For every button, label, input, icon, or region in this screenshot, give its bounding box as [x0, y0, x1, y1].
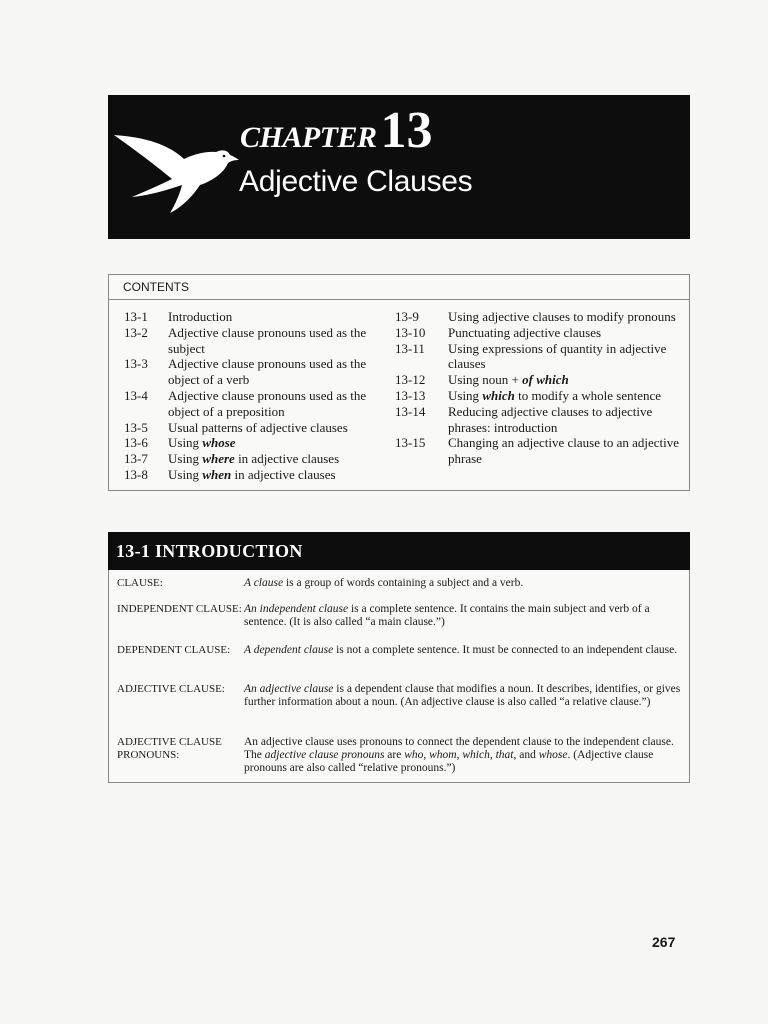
toc-left-column — [124, 309, 389, 483]
toc-entry-text: Introduction — [168, 309, 233, 324]
toc-entry-text: Using expressions of quantity in adjective clauses — [448, 340, 667, 372]
definition-body: An independent clause is a complete sentence. It contains the main subject and verb of a sentence. (It is also called “a main clause.”) — [244, 603, 650, 628]
toc-entry-number: 13-5 — [124, 419, 148, 435]
definition-term: ADJECTIVE CLAUSE: — [117, 683, 225, 695]
toc-entry — [395, 388, 685, 404]
definition-body: An adjective clause uses pronouns to connect the dependent clause to the independent clause. The adjective clause pronouns are who, whom, which, that, and whose. (Adjective clause pronouns are also called “relative pronouns.”) — [244, 736, 674, 774]
toc-entry — [395, 325, 685, 341]
toc-entry-number: 13-3 — [124, 356, 148, 372]
toc-entry — [124, 325, 389, 357]
toc-entry-number: 13-9 — [395, 309, 419, 324]
toc-entry-number: 13-10 — [395, 324, 426, 340]
toc-entry-number: 13-2 — [124, 324, 148, 340]
toc-entry-number: 13-12 — [395, 372, 426, 388]
chapter-word: CHAPTER — [240, 121, 377, 154]
definition-term: CLAUSE: — [117, 577, 163, 589]
definition-term: DEPENDENT CLAUSE: — [117, 644, 231, 656]
toc-entry — [395, 341, 685, 373]
toc-entry-text: Using which to modify a whole sentence — [448, 387, 662, 403]
chapter-heading — [240, 101, 433, 160]
definition-term: INDEPENDENT CLAUSE: — [117, 603, 242, 615]
toc-entry — [124, 467, 389, 483]
definition-body: A clause is a group of words containing a subject and a verb. — [244, 577, 524, 589]
chapter-number: 13 — [380, 102, 433, 159]
chapter-banner — [108, 95, 690, 239]
toc-entry-text: Adjective clause pronouns used as the subject — [168, 324, 367, 356]
toc-entry-number: 13-6 — [124, 435, 148, 451]
toc-entry-text: Reducing adjective clauses to adjective phrases: introduction — [448, 403, 653, 435]
section-heading: 13-1 INTRODUCTION — [108, 532, 690, 570]
toc-entry — [395, 404, 685, 436]
definition-body: A dependent clause is not a complete sentence. It must be connected to an independent clause. — [244, 644, 678, 656]
toc-entry-text: Usual patterns of adjective clauses — [168, 419, 348, 435]
toc-entry-number: 13-15 — [395, 435, 426, 451]
toc-entry — [124, 309, 389, 325]
toc-entry-text: Using when in adjective clauses — [168, 466, 336, 482]
chapter-title: Adjective Clauses — [239, 165, 473, 198]
toc-entry-text: Punctuating adjective clauses — [448, 324, 602, 340]
toc-right-column — [395, 309, 685, 467]
toc-entry-text: Using noun + of which — [448, 372, 569, 388]
toc-entry-text: Adjective clause pronouns used as the object of a verb — [168, 356, 367, 388]
definition-term: ADJECTIVE CLAUSE PRONOUNS: — [117, 736, 222, 761]
toc-entry — [395, 435, 685, 467]
contents-heading: CONTENTS — [109, 275, 689, 300]
toc-entry — [124, 356, 389, 388]
toc-entry — [124, 451, 389, 467]
toc-entry-text: Using where in adjective clauses — [168, 451, 340, 467]
toc-entry-text: Adjective clause pronouns used as the object of a preposition — [168, 387, 367, 419]
toc-entry-number: 13-14 — [395, 403, 426, 419]
definition-body: An adjective clause is a dependent clause that modifies a noun. It describes, identifies, or gives further information about a noun. (An adjective clause is also called “a relative clause.”) — [244, 683, 681, 708]
toc-entry — [124, 420, 389, 436]
toc-entry — [395, 372, 685, 388]
toc-entry — [124, 435, 389, 451]
contents-box — [108, 274, 690, 491]
toc-entry — [395, 309, 685, 325]
definitions-box — [108, 570, 690, 783]
toc-entry-text: Using adjective clauses to modify pronouns — [448, 309, 676, 324]
toc-entry-number: 13-11 — [395, 340, 425, 356]
page-number: 267 — [652, 934, 676, 950]
toc-entry-text: Using whose — [168, 435, 236, 451]
toc-entry-number: 13-8 — [124, 466, 148, 482]
toc-entry-number: 13-13 — [395, 387, 426, 403]
toc-entry-number: 13-4 — [124, 387, 148, 403]
swallow-bird-icon — [112, 125, 242, 215]
toc-entry-text: Changing an adjective clause to an adjective phrase — [448, 435, 680, 467]
toc-entry-number: 13-1 — [124, 309, 148, 324]
toc-entry — [124, 388, 389, 420]
toc-entry-number: 13-7 — [124, 451, 148, 467]
